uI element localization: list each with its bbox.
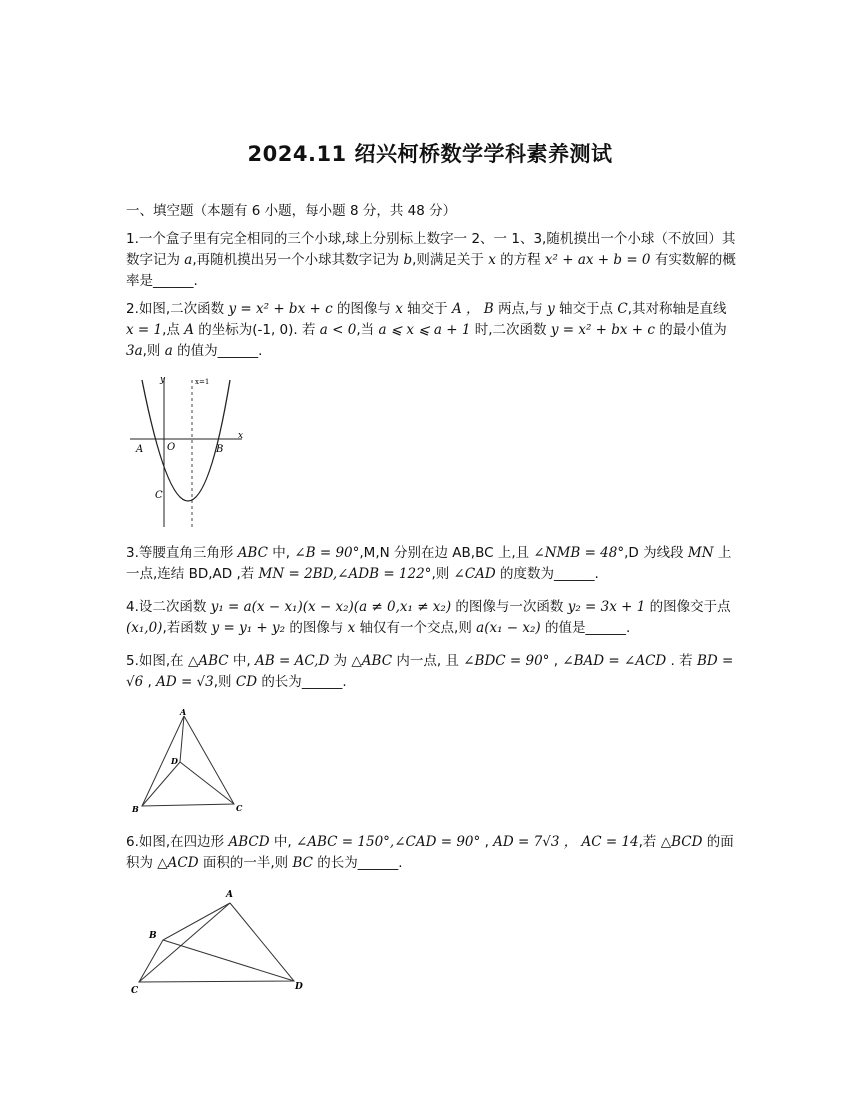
triangle-abc [142, 716, 234, 806]
q6-text-1: 如图,在四边形 [138, 834, 225, 850]
label-c: C [155, 490, 163, 501]
question-4: 4.设二次函数 y₁ = a(x − x₁)(x − x₂)(a ≠ 0,x₁ ≠ x₂) 的图像与一次函数 y₂ = 3x + 1 的图像交于点 (x₁,0),若函数 y = y₁ + y₂ 的图像与 x 轴仅有一个交点,则 a(x₁ − x₂) 的值是______. [126, 599, 731, 636]
q2-var-x: x [395, 301, 403, 317]
q6-quad: ABCD [228, 834, 270, 850]
q3-angle-b: ∠B = 90° [294, 545, 360, 561]
q5-cd: CD [235, 674, 258, 690]
label-b: B [132, 804, 139, 814]
q3-number: 3. [126, 545, 139, 561]
q5-triangle-figure [126, 706, 256, 818]
q3-text-6: ,则 [431, 566, 450, 582]
q6-bc: BC [292, 855, 313, 871]
diagonal-bd [163, 940, 294, 981]
q6-quadrilateral-figure [126, 884, 316, 998]
q2-text-5: 轴交于点 [559, 301, 614, 317]
q2-min-value: 3a [126, 343, 143, 359]
q2-var-y: y [547, 301, 555, 317]
label-d: D [171, 756, 178, 766]
q2-point-c: C [617, 301, 628, 317]
q2-text-9: ,当 [356, 322, 375, 338]
question-6: 6.如图,在四边形 ABCD 中, ∠ABC = 150°,∠CAD = 90° , AD = 7√3 ， AC = 14,若 △BCD 的面积为 △ACD 面积的一半,则 BC 的长为______. [126, 834, 734, 871]
q2-point-a: A [184, 322, 194, 338]
q2-function: y = x² + bx + c [228, 301, 333, 317]
q2-text-7: ,点 [162, 322, 180, 338]
q1-text-2: ,再随机摸出另一个小球其数字记为 [192, 252, 400, 268]
q3-blank: ______ [554, 566, 595, 582]
q6-number: 6. [126, 834, 139, 850]
q6-text-2: 中, [273, 834, 292, 850]
q3-angle-cad: ∠CAD [453, 566, 496, 582]
q2-text-4: 两点,与 [498, 301, 543, 317]
label-d: D [295, 982, 303, 992]
q6-text-6: 面积的一半,则 [202, 855, 289, 871]
q4-function-y1: y₁ = a(x − x₁)(x − x₂)(a ≠ 0,x₁ ≠ x₂) [210, 599, 452, 615]
q2-points-ab: A ， B [451, 301, 494, 317]
label-c: C [236, 803, 243, 813]
q5-text-5: , [553, 653, 559, 669]
q5-number: 5. [126, 653, 139, 669]
q1-text-1: 一个盒子里有完全相同的三个小球,球上分别标上数字一 2、一 1、3,随机摸出一个小球（不放回）其数字记为 [126, 231, 736, 268]
label-y: y [160, 375, 166, 385]
q5-blank: ______ [301, 674, 343, 690]
q5-abac: AB = AC,D [255, 653, 330, 669]
q6-text-7: 的长为 [317, 855, 358, 871]
segment-bd [142, 762, 180, 806]
q2-number: 2. [126, 301, 139, 317]
q2-cond-a: a < 0 [319, 322, 357, 338]
q4-blank: ______ [585, 620, 626, 636]
q2-text-2: 的图像与 [336, 301, 391, 317]
q5-text-9: 的长为 [261, 674, 302, 690]
q3-text-5: 上一点,连结 BD,AD ,若 [126, 545, 732, 582]
label-a: A [180, 707, 187, 717]
q1-equation: x² + ax + b = 0 [544, 252, 651, 268]
q4-text-2: 的图像与一次函数 [455, 599, 564, 615]
q6-tri-bcd: △BCD [660, 834, 703, 850]
label-c: C [131, 986, 139, 996]
label-axis: x=1 [195, 378, 210, 386]
q5-text-4: 内一点, 且 [396, 653, 459, 669]
q2-var-a: a [164, 343, 173, 359]
label-x: x [238, 431, 244, 441]
q2-axis-eq: x = 1 [126, 322, 163, 338]
q5-text-1: 如图,在 [138, 653, 184, 669]
q5-angle-bdc: ∠BDC = 90° [463, 653, 550, 669]
label-b: B [216, 444, 224, 455]
q4-number: 4. [126, 599, 139, 615]
q4-sum: y = y₁ + y₂ [211, 620, 286, 636]
q3-text-2: 中, [272, 545, 291, 561]
q4-text-1: 设二次函数 [138, 599, 207, 615]
q6-blank: ______ [357, 855, 399, 871]
q1-text-5: 有实数解的概率是 [126, 252, 736, 289]
q6-text-5: 的面积为 [126, 834, 734, 871]
q2-text-13: 的值为 [177, 343, 218, 359]
q1-number: 1. [126, 231, 139, 247]
parabola-curve [142, 380, 230, 501]
q2-function-2: y = x² + bx + c [550, 322, 655, 338]
q4-text-6: 轴仅有一个交点,则 [359, 620, 472, 636]
label-a: A [136, 444, 144, 455]
q6-angles: ∠ABC = 150°,∠CAD = 90° [295, 834, 481, 850]
q5-triangle: △ABC [187, 653, 229, 669]
q1-var-a: a [184, 252, 193, 268]
q5-text-8: ,则 [213, 674, 232, 690]
q3-condition: MN = 2BD,∠ADB = 122° [258, 566, 432, 582]
q3-text-7: 的度数为 [500, 566, 555, 582]
q2-blank: ______ [217, 343, 259, 359]
segment-cd [180, 762, 234, 804]
q5-text-7: , [147, 674, 152, 690]
question-2: 2.如图,二次函数 y = x² + bx + c 的图像与 x 轴交于 A ， B 两点,与 y 轴交于点 C,其对称轴是直线 x = 1,点 A 的坐标为(-1, 0). 若 a < 0,当 a ⩽ x ⩽ a + 1 时,二次函数 y = x² + bx + c 的最小值为 3a,则 a 的值为______. [126, 301, 727, 359]
q3-text-4: ,D 为线段 [624, 545, 684, 561]
q5-ad: AD = √3 [156, 674, 214, 690]
q3-segment-mn: MN [687, 545, 714, 561]
q4-point: (x₁,0) [126, 620, 163, 636]
question-1: 1.一个盒子里有完全相同的三个小球,球上分别标上数字一 2、一 1、3,随机摸出一个小球（不放回）其数字记为 a,再随机摸出另一个小球其数字记为 b,则满足关于 x 的方程 x² + ax + b = 0 有实数解的概率是______. [126, 231, 736, 289]
q4-text-4: ,若函数 [162, 620, 208, 636]
q2-text-1: 如图,二次函数 [138, 301, 225, 317]
section-heading: 一、填空题（本题有 6 小题，每小题 8 分，共 48 分） [126, 203, 457, 219]
q3-text-3: ,M,N 分别在边 AB,BC 上,且 [359, 545, 530, 561]
q2-text-10: 时,二次函数 [474, 322, 547, 338]
q6-tri-acd: △ACD [157, 855, 199, 871]
q1-text-3: ,则满足关于 [412, 252, 484, 268]
question-3: 3.等腰直角三角形 ABC 中, ∠B = 90°,M,N 分别在边 AB,BC 上,且 ∠NMB = 48°,D 为线段 MN 上一点,连结 BD,AD ,若 MN = 2BD,∠ADB = 122°,则 ∠CAD 的度数为______. [126, 545, 732, 582]
q6-text-4: ,若 [638, 834, 657, 850]
q3-triangle: ABC [237, 545, 268, 561]
q2-text-8: 的坐标为(-1, 0). 若 [198, 322, 316, 338]
q5-text-3: 为 [333, 653, 348, 669]
q4-var-x: x [347, 620, 356, 636]
question-5: 5.如图,在 △ABC 中, AB = AC,D 为 △ABC 内一点, 且 ∠BDC = 90° , ∠BAD = ∠ACD . 若 BD = √6 , AD = √3,则 CD 的长为______. [126, 653, 734, 690]
label-a: A [226, 890, 233, 900]
q4-function-y2: y₂ = 3x + 1 [567, 599, 646, 615]
q5-text-2: 中, [232, 653, 251, 669]
q5-text-6: . 若 [670, 653, 693, 669]
q6-text-3: , [484, 834, 489, 850]
q4-text-5: 的图像与 [289, 620, 344, 636]
q2-text-3: 轴交于 [407, 301, 448, 317]
q5-bd: BD = √6 [126, 653, 734, 690]
q2-parabola-figure [126, 372, 256, 532]
diagonal-ac [139, 903, 230, 982]
q2-range: a ⩽ x ⩽ a + 1 [378, 322, 471, 338]
q1-blank: ______ [153, 273, 194, 289]
q1-text-4: 的方程 [500, 252, 541, 268]
q2-text-11: 的最小值为 [659, 322, 727, 338]
q1-var-b: b [403, 252, 413, 268]
label-b: B [149, 931, 157, 941]
page-title: 2024.11 绍兴柯桥数学学科素养测试 [247, 142, 613, 166]
label-o: O [167, 442, 176, 453]
q1-var-x: x [488, 252, 496, 268]
q4-text-7: 的值是 [544, 620, 586, 636]
q4-text-3: 的图像交于点 [649, 599, 731, 615]
q4-expr: a(x₁ − x₂) [476, 620, 541, 636]
q6-lengths: AD = 7√3 ， AC = 14 [493, 834, 639, 850]
q3-angle-nmb: ∠NMB = 48° [533, 545, 625, 561]
q3-text-1: 等腰直角三角形 [138, 545, 234, 561]
q5-angle-bad: ∠BAD = ∠ACD [562, 653, 667, 669]
q2-text-6: ,其对称轴是直线 [627, 301, 727, 317]
q5-triangle-2: △ABC [351, 653, 393, 669]
q2-text-12: ,则 [142, 343, 161, 359]
